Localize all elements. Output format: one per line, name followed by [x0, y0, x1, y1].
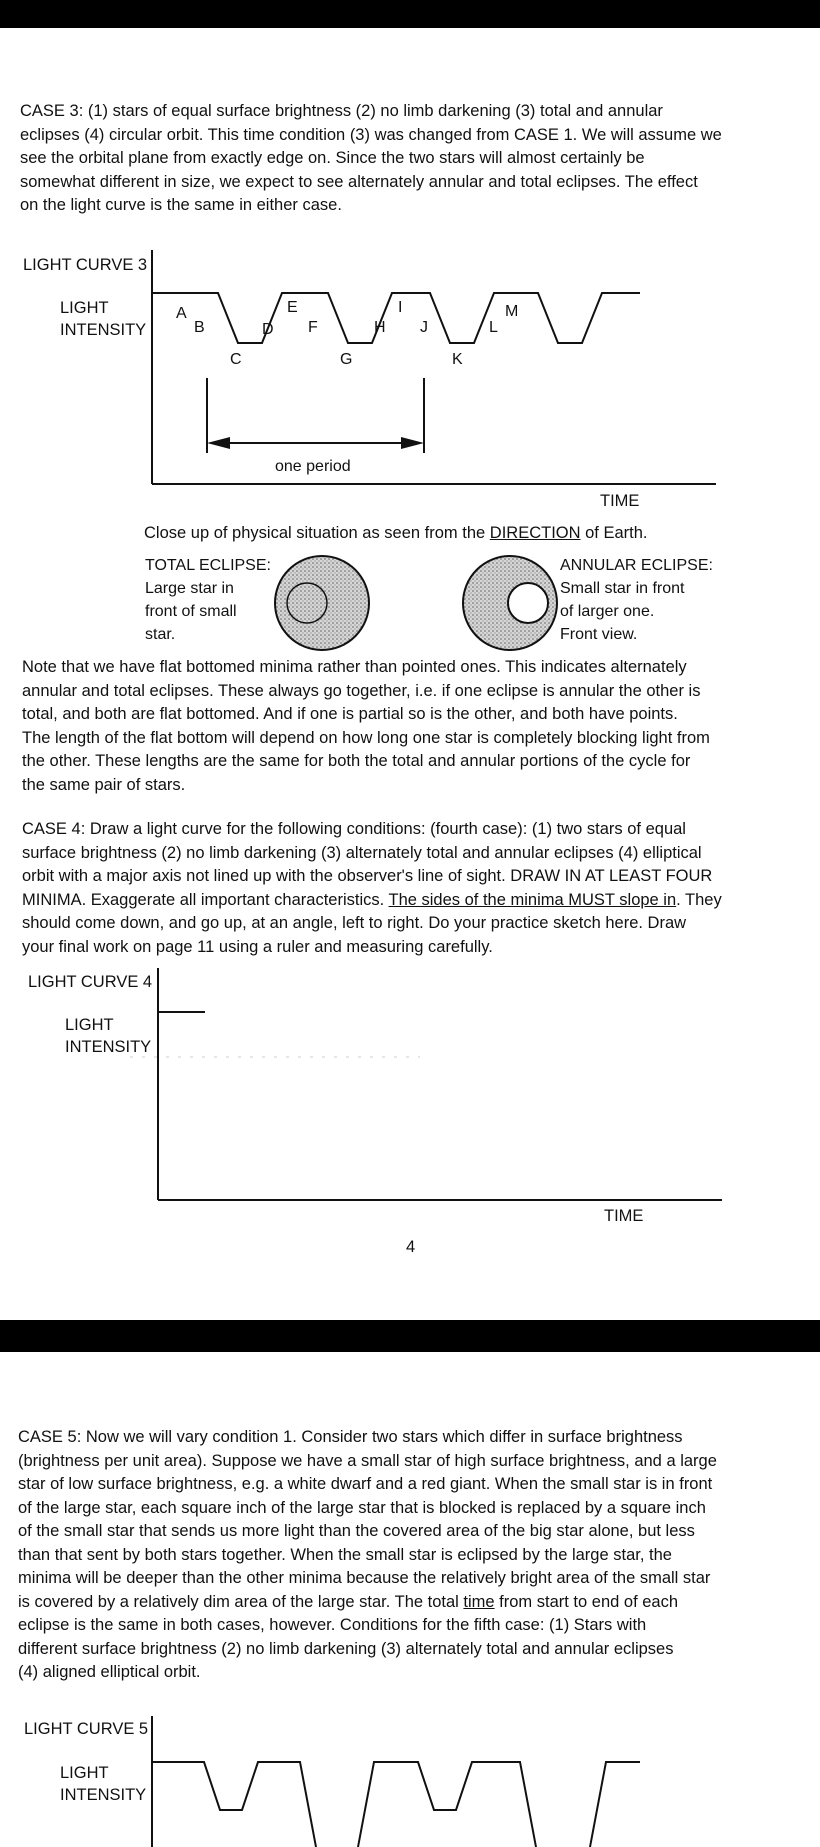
light-curve-4-ylabel: LIGHT: [65, 1016, 114, 1034]
case4-line: your final work on page 11 using a ruler and measuring carefully.: [22, 937, 493, 956]
light-curve-5-graph: [0, 1710, 820, 1820]
case5-line: minima will be deeper than the other minima because the relatively bright area of the small star: [18, 1569, 711, 1587]
case5-line: (brightness per unit area). Suppose we have a small star of high surface brightness, and a large: [18, 1451, 717, 1470]
case4-underlined: The sides of the minima MUST slope in: [388, 890, 677, 909]
case3-line: eclipses (4) circular orbit. This time condition (3) was changed from CASE 1. We will assume we: [20, 125, 722, 144]
case5-line: of the small star that sends us more light than the covered area of the big star alone, but less: [18, 1522, 695, 1540]
light-curve-4-title: LIGHT CURVE 4: [28, 973, 153, 991]
point-label: I: [398, 299, 403, 316]
point-label: E: [287, 299, 298, 316]
note-line: the other. These lengths are the same for both the total and annular portions of the cycle for: [22, 752, 691, 770]
closeup-heading: [144, 523, 647, 543]
case3-line: on the light curve is the same in either case.: [20, 196, 342, 214]
arrow-head-right: [401, 437, 424, 449]
case4-line: should come down, and go up, at an angle, left to right. Do your practice sketch here. Draw: [22, 914, 687, 932]
caption-line: ANNULAR ECLIPSE:: [560, 557, 713, 574]
note-line: the same pair of stars.: [22, 775, 186, 794]
case5-line: than that sent by both stars together. When the small star is eclipsed by the large star, the: [18, 1545, 672, 1564]
note-line: The length of the flat bottom will depend on how long one star is completely blocking light from: [22, 728, 710, 747]
point-label: L: [489, 319, 498, 336]
case3-paragraph: [20, 100, 792, 218]
light-curve-5-ylabel: LIGHT: [60, 1764, 109, 1782]
case5-line: star of low surface brightness, e.g. a white dwarf and a red giant. When the small star is in front: [18, 1475, 713, 1493]
scan-band-top: [0, 0, 820, 28]
point-label: H: [374, 319, 386, 336]
case4-line: surface brightness (2) no limb darkening (3) alternately total and annular eclipses (4) elliptical: [22, 843, 702, 862]
case5-text: is covered by a relatively dim area of the large star. The total: [18, 1592, 464, 1611]
small-star-outline: [287, 583, 327, 623]
caption-line: front of small: [145, 603, 237, 620]
caption-line: Front view.: [560, 626, 638, 643]
light-curve-3-ylabel: LIGHT: [60, 299, 109, 317]
light-curve-4-ylabel: INTENSITY: [65, 1038, 152, 1056]
case5-line: eclipse is the same in both cases, however. Conditions for the fifth case: (1) Stars with: [18, 1616, 647, 1634]
light-curve-4-graph: [0, 960, 820, 1200]
point-label: G: [340, 351, 353, 368]
case5-line: different surface brightness (2) no limb darkening (3) alternately total and annular eclipses: [18, 1639, 674, 1658]
case5-text: from start to end of each: [494, 1592, 679, 1611]
case5-paragraph: [18, 1426, 791, 1685]
point-label: C: [230, 351, 242, 368]
closeup-heading-underlined: DIRECTION: [489, 524, 581, 542]
light-curve-3-line: [152, 293, 640, 343]
caption-line: star.: [145, 626, 176, 643]
case4-paragraph: [22, 818, 795, 959]
note-line: Note that we have flat bottomed minima rather than pointed ones. This indicates alternately: [22, 658, 687, 676]
case5-line: of the large star, each square inch of the large star that is blocked is replaced by a square inch: [18, 1498, 706, 1517]
light-curve-3-xlabel: TIME: [600, 492, 640, 510]
case4-text: . They: [676, 890, 722, 909]
light-curve-5-line: [152, 1762, 316, 1847]
case3-line: see the orbital plane from exactly edge on. Since the two stars will almost certainly be: [20, 149, 645, 167]
light-curve-3-title: LIGHT CURVE 3: [23, 256, 148, 274]
case4-line: CASE 4: Draw a light curve for the following conditions: (fourth case): (1) two stars of equal: [22, 820, 686, 838]
light-curve-5-title: LIGHT CURVE 5: [24, 1720, 149, 1738]
point-label: A: [176, 305, 187, 322]
point-label: J: [420, 319, 428, 336]
closeup-heading-text: of Earth.: [580, 524, 648, 542]
caption-line: Small star in front: [560, 580, 685, 597]
closeup-heading-text: Close up of physical situation as seen from the: [144, 524, 490, 542]
light-curve-5-line: [358, 1762, 536, 1847]
light-curve-3-graph: [0, 240, 820, 500]
point-label: B: [194, 319, 205, 336]
arrow-head-left: [207, 437, 230, 449]
note-line: annular and total eclipses. These always go together, i.e. if one eclipse is annular the other is: [22, 681, 701, 700]
note-paragraph: [22, 656, 795, 797]
case5-line: (4) aligned elliptical orbit.: [18, 1663, 201, 1681]
period-label: one period: [275, 458, 351, 475]
case5-underlined: time: [463, 1592, 495, 1611]
caption-line: Large star in: [145, 580, 234, 597]
case5-line: CASE 5: Now we will vary condition 1. Consider two stars which differ in surface brightness: [18, 1428, 683, 1446]
case4-line: [22, 889, 795, 913]
case4-text: MINIMA. Exaggerate all important characteristics.: [22, 890, 389, 909]
case3-line: somewhat different in size, we expect to see alternately annular and total eclipses. The effect: [20, 172, 698, 191]
scan-band-middle: [0, 1320, 820, 1352]
annular-eclipse-caption: [560, 554, 713, 646]
small-star-front: [508, 583, 548, 623]
caption-line: TOTAL ECLIPSE:: [145, 557, 271, 574]
page-number: 4: [406, 1238, 416, 1256]
note-line: total, and both are flat bottomed. And if one is partial so is the other, and both have points.: [22, 705, 678, 723]
point-label: M: [505, 303, 519, 320]
caption-line: of larger one.: [560, 603, 655, 620]
case4-line: orbit with a major axis not lined up with the observer's line of sight. DRAW IN AT LEAST FOUR: [22, 867, 713, 885]
point-label: K: [452, 351, 463, 368]
case3-line: CASE 3: (1) stars of equal surface brightness (2) no limb darkening (3) total and annular: [20, 102, 663, 120]
point-label: F: [308, 319, 318, 336]
light-curve-5-line: [590, 1762, 640, 1847]
case5-line: [18, 1591, 791, 1615]
point-label: D: [262, 321, 274, 338]
light-curve-4-xlabel: TIME: [604, 1207, 644, 1225]
light-curve-3-ylabel: INTENSITY: [60, 321, 147, 339]
light-curve-5-ylabel: INTENSITY: [60, 1786, 147, 1804]
